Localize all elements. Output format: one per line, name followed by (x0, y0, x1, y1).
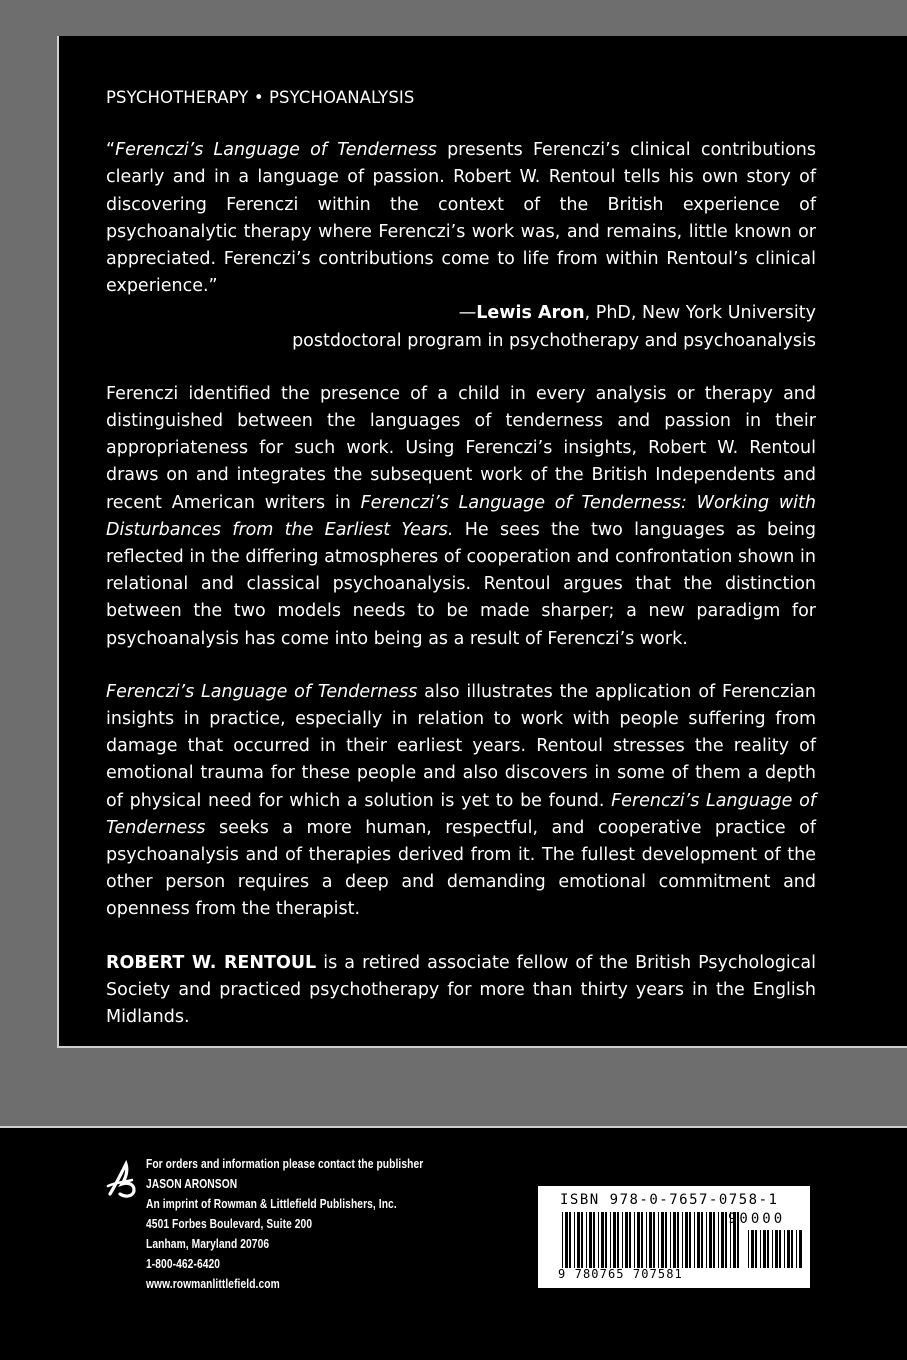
jason-aronson-logo-icon (104, 1160, 140, 1200)
description-paragraph-1 (106, 381, 816, 653)
barcode-bar (562, 1212, 563, 1268)
price-code: 90000 (728, 1211, 786, 1227)
barcode-bar (641, 1212, 643, 1268)
barcode-bar (610, 1212, 611, 1268)
barcode-bar (784, 1230, 785, 1268)
barcode-bar (629, 1212, 631, 1268)
para2-text-b: seeks a more human, respectful, and cooperative practice of psychoanalysis and of therapies derived from it. The fullest development of the other person requires a deep and demanding emotional commitment and openness from the therapist. (106, 817, 816, 920)
barcode-bar (799, 1230, 802, 1268)
barcode-bar (569, 1212, 571, 1268)
gray-band (0, 1050, 907, 1126)
barcode-bar (565, 1212, 568, 1268)
barcode-bar (689, 1212, 691, 1268)
publisher-line-name: JASON ARONSON (146, 1177, 238, 1191)
attribution-name: Lewis Aron (476, 303, 585, 324)
quote-title: Ferenczi’s Language of Tenderness (115, 140, 437, 161)
text-panel (57, 36, 907, 1048)
author-name: ROBERT W. RENTOUL (106, 952, 317, 973)
barcode-bar (634, 1212, 635, 1268)
barcode-bar (581, 1212, 583, 1268)
barcode-bar (772, 1230, 773, 1268)
barcode-bar (763, 1230, 766, 1268)
barcode-bar (677, 1212, 679, 1268)
attribution-dash: — (458, 303, 477, 324)
para2-book-title-1: Ferenczi’s Language of Tenderness (106, 681, 418, 702)
barcode-bar (601, 1212, 604, 1268)
endorsement-quote (106, 137, 816, 300)
isbn-label: ISBN 978-0-7657-0758-1 (560, 1192, 779, 1208)
quote-open-mark: “ (106, 140, 116, 161)
barcode-bar (751, 1230, 754, 1268)
publisher-line-website[interactable]: www.rowmanlittlefield.com (146, 1277, 280, 1291)
barcode-bar (694, 1212, 695, 1268)
barcode-bar (685, 1212, 688, 1268)
para2-book-title-2: Ferenczi’s Language of Tenderness (106, 790, 817, 838)
barcode-bar (760, 1230, 761, 1268)
barcode-bar (598, 1212, 599, 1268)
barcode-bar (574, 1212, 575, 1268)
barcode-bar (625, 1212, 628, 1268)
barcode-bar (697, 1212, 700, 1268)
barcode-bar (682, 1212, 683, 1268)
publisher-line-phone: 1-800-462-6420 (146, 1257, 221, 1271)
para2-text-a: also illustrates the application of Ferenczian insights in practice, especially in relation to work with people suffering from damage that occurred in their earliest years. Rentoul stresses the reality of emotional trauma for these people and also discovers in some of them a depth of physical need for which a solution is yet to be found. (106, 681, 816, 811)
barcode-bar (653, 1212, 655, 1268)
para1-book-title: Ferenczi’s Language of Tenderness: Working with Disturbances from the Earliest Years. (106, 492, 816, 540)
barcode-bar (701, 1212, 703, 1268)
barcode-bar (787, 1230, 790, 1268)
author-bio (106, 950, 816, 1032)
barcode-bar (725, 1212, 727, 1268)
barcode-bar (721, 1212, 724, 1268)
attribution-affiliation: , PhD, New York University (584, 303, 816, 324)
barcode-bar (775, 1230, 778, 1268)
barcode-bar (658, 1212, 659, 1268)
para1-text-b: He sees the two languages as being reflected in the differing atmospheres of cooperation and confrontation shown in relational and classical psychoanalysis. Rentoul argues that the distinction between the two models needs to be made sharper; a new paradigm for psychoanalysis has come into being as a result of Ferenczi’s work. (106, 519, 816, 649)
barcode-bar (613, 1212, 616, 1268)
back-cover-copy (106, 84, 816, 1057)
barcode-bar (617, 1212, 619, 1268)
barcode-bar (661, 1212, 664, 1268)
publisher-line-imprint: An imprint of Rowman & Littlefield Publishers, Inc. (146, 1197, 397, 1211)
barcode-bar (673, 1212, 676, 1268)
quote-body: presents Ferenczi’s clinical contributions clearly and in a language of passion. Robert W. Rentoul tells his own story of discovering Ferenczi within the context of the British experience of psychoanalytic therapy where Ferenczi’s work was, and remains, little known or appreciated. Ferenczi’s contributions come to life from within Rentoul’s clinical experience.” (106, 140, 817, 297)
barcode-bar (713, 1212, 715, 1268)
barcode-bar (649, 1212, 652, 1268)
top-margin (0, 0, 907, 36)
publisher-line-address: 4501 Forbes Boulevard, Suite 200 (146, 1217, 313, 1231)
endorsement-attribution (106, 300, 816, 327)
description-paragraph-2 (106, 679, 816, 924)
barcode-bar (767, 1230, 769, 1268)
publisher-line-contact: For orders and information please contact the publisher (146, 1157, 424, 1171)
barcode-bar (718, 1212, 719, 1268)
barcode-bar (709, 1212, 712, 1268)
barcode-bar (755, 1230, 757, 1268)
barcode-bar (586, 1212, 587, 1268)
barcode-bar (748, 1230, 749, 1268)
left-margin (0, 0, 57, 1048)
barcode-bar (665, 1212, 667, 1268)
publisher-info (146, 1154, 423, 1294)
ean-digits: 9 780765 707581 (558, 1267, 683, 1281)
attribution-program: postdoctoral program in psychotherapy and psychoanalysis (292, 330, 816, 351)
author-bio-text: is a retired associate fellow of the British Psychological Society and practiced psychotherapy for more than thirty years in the English Midlands. (106, 952, 816, 1028)
publisher-line-city: Lanham, Maryland 20706 (146, 1237, 270, 1251)
isbn-barcode (538, 1186, 810, 1288)
barcode-bar (605, 1212, 607, 1268)
barcode-bar (670, 1212, 671, 1268)
barcode-bar (791, 1230, 793, 1268)
category-line: PSYCHOTHERAPY • PSYCHOANALYSIS (106, 88, 415, 107)
publisher-footer (0, 1126, 907, 1360)
barcode-bar (646, 1212, 647, 1268)
barcode-bar (796, 1230, 797, 1268)
barcode-bar (779, 1230, 781, 1268)
barcode-bar (622, 1212, 623, 1268)
barcode-bar (577, 1212, 580, 1268)
para1-text-a: Ferenczi identified the presence of a child in every analysis or therapy and distinguished between the languages of tenderness and passion in their appropriateness for such work. Using Ferenczi’s insights, Robert W. Rentoul draws on and integrates the subsequent work of the British Independents and recent American writers in (106, 383, 816, 513)
barcode-bar (593, 1212, 595, 1268)
barcode-bar (637, 1212, 640, 1268)
barcode-bar (706, 1212, 707, 1268)
barcode-bar (589, 1212, 592, 1268)
